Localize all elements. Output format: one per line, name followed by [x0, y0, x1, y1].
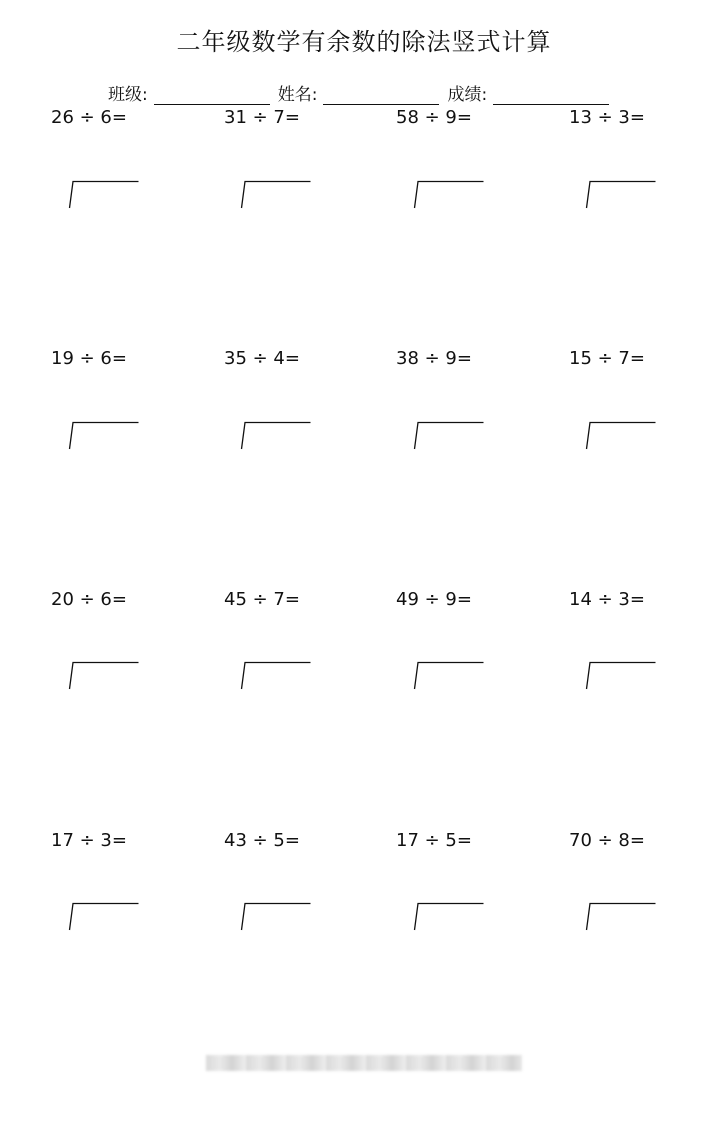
class-field [108, 80, 270, 105]
division-bracket-8[interactable] [585, 420, 657, 450]
class-blank-line[interactable] [154, 88, 270, 105]
page-title: 二年级数学有余数的除法竖式计算 [176, 28, 552, 56]
division-bracket-12[interactable] [585, 660, 657, 690]
division-bracket-1[interactable] [68, 179, 140, 209]
division-bracket-15[interactable] [413, 901, 485, 931]
problem-8: 15 ÷ 7= [569, 348, 645, 369]
score-label: 成绩: [447, 85, 488, 105]
division-bracket-16[interactable] [585, 901, 657, 931]
problem-12: 14 ÷ 3= [569, 589, 645, 610]
name-label: 姓名: [277, 85, 318, 105]
student-info-row [108, 80, 617, 105]
problem-9: 20 ÷ 6= [51, 589, 127, 610]
problem-3: 58 ÷ 9= [396, 107, 472, 128]
problem-5: 19 ÷ 6= [51, 348, 127, 369]
problem-13: 17 ÷ 3= [51, 830, 127, 851]
problem-7: 38 ÷ 9= [396, 348, 472, 369]
division-bracket-13[interactable] [68, 901, 140, 931]
division-bracket-3[interactable] [413, 179, 485, 209]
problem-6: 35 ÷ 4= [224, 348, 300, 369]
division-bracket-2[interactable] [240, 179, 312, 209]
division-bracket-10[interactable] [240, 660, 312, 690]
name-blank-line[interactable] [323, 88, 439, 105]
division-bracket-14[interactable] [240, 901, 312, 931]
problem-15: 17 ÷ 5= [396, 830, 472, 851]
division-bracket-11[interactable] [413, 660, 485, 690]
problem-11: 49 ÷ 9= [396, 589, 472, 610]
problem-1: 26 ÷ 6= [51, 107, 127, 128]
problem-10: 45 ÷ 7= [224, 589, 300, 610]
problem-4: 13 ÷ 3= [569, 107, 645, 128]
problem-16: 70 ÷ 8= [569, 830, 645, 851]
division-bracket-6[interactable] [240, 420, 312, 450]
division-bracket-7[interactable] [413, 420, 485, 450]
division-bracket-4[interactable] [585, 179, 657, 209]
problem-2: 31 ÷ 7= [224, 107, 300, 128]
division-bracket-9[interactable] [68, 660, 140, 690]
class-label: 班级: [108, 85, 148, 105]
name-field [278, 80, 440, 105]
division-bracket-5[interactable] [68, 420, 140, 450]
score-blank-line[interactable] [493, 88, 609, 105]
blurred-footer-watermark [206, 1055, 522, 1071]
score-field [447, 80, 609, 105]
problem-14: 43 ÷ 5= [224, 830, 300, 851]
